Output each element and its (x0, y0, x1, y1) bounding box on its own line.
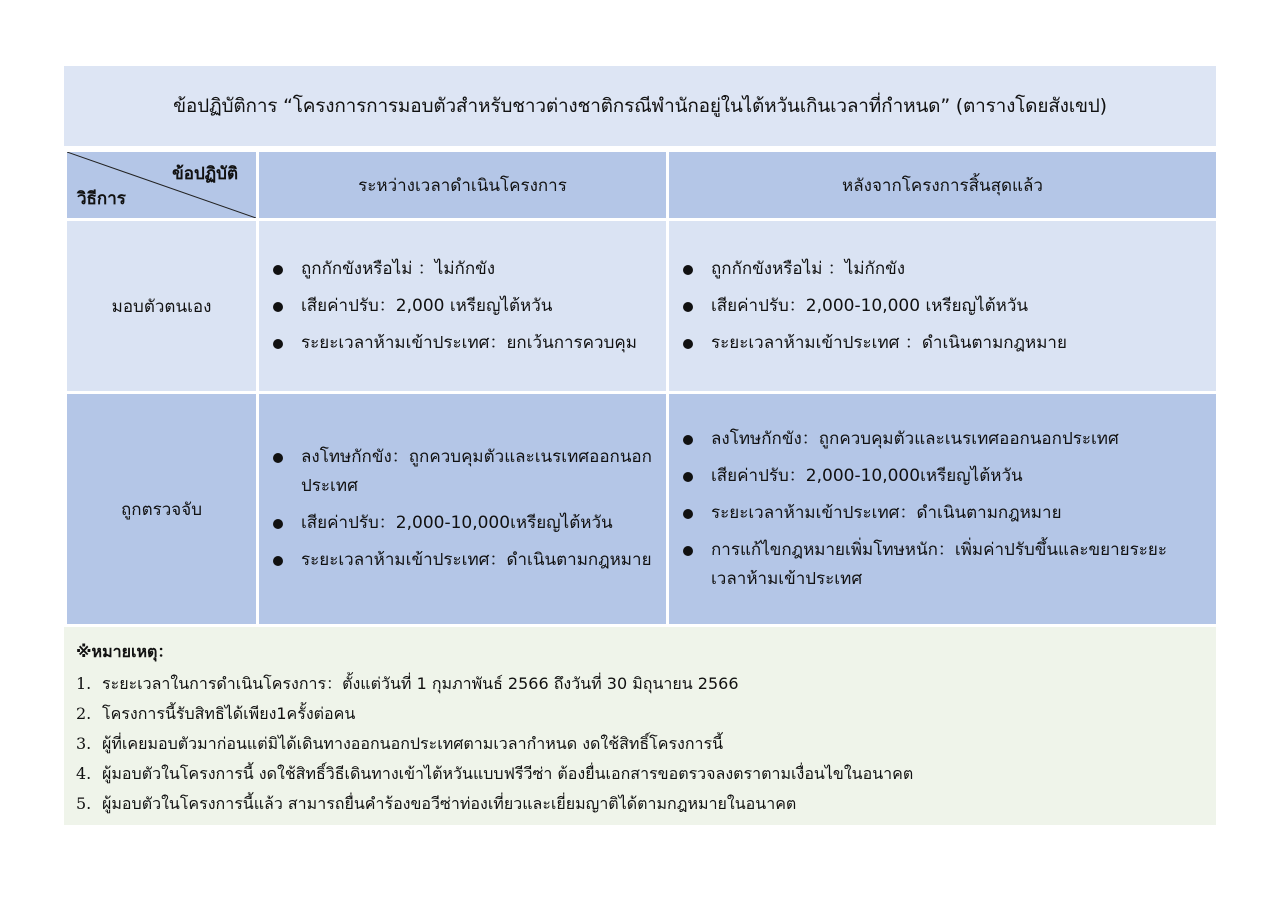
after-cell (668, 220, 1218, 393)
bullet-list (259, 255, 666, 358)
note-text: โครงการนี้รับสิทธิได้เพียง1ครั้งต่อคน (102, 704, 356, 723)
document-title-text: ข้อปฏิบัติการ “โครงการการมอบตัวสำหรับชาวต่างชาติกรณีพำนักอยู่ในไต้หวันเกินเวลาที่กำหนด” (ตารางโดยสังเขป) (173, 95, 1107, 117)
list-item: ระยะเวลาห้ามเข้าประเทศ：ดำเนินตามกฎหมาย (271, 546, 652, 575)
table-row (66, 220, 1218, 393)
summary-table (64, 149, 1219, 627)
note-number: 2. (76, 704, 92, 723)
bullet-list (259, 443, 666, 575)
note-item (76, 699, 1204, 729)
list-item: เสียค่าปรับ：2,000-10,000 เหรียญไต้หวัน (681, 292, 1202, 321)
note-item (76, 759, 1204, 789)
note-text: ผู้ที่เคยมอบตัวมาก่อนแต่มิได้เดินทางออกนอกประเทศตามเวลากำหนด งดใช้สิทธิ์โครงการนี้ (102, 734, 724, 753)
table-corner-cell (66, 151, 258, 220)
list-item: ลงโทษกักขัง：ถูกควบคุมตัวและเนรเทศออกนอกประเทศ (681, 425, 1202, 454)
note-item (76, 789, 1204, 819)
note-number: 5. (76, 794, 92, 813)
note-text: ระยะเวลาในการดำเนินโครงการ：ตั้งแต่วันที่ 1 กุมภาพันธ์ 2566 ถึงวันที่ 30 มิถุนายน 2566 (102, 674, 739, 693)
note-number: 4. (76, 764, 92, 783)
column-header-after: หลังจากโครงการสิ้นสุดแล้ว (668, 151, 1218, 220)
document-title (64, 66, 1216, 146)
table-header-row (66, 151, 1218, 220)
after-cell (668, 393, 1218, 626)
bullet-list (669, 255, 1216, 358)
method-cell: ถูกตรวจจับ (66, 393, 258, 626)
notes-section (64, 627, 1216, 825)
list-item: ระยะเวลาห้ามเข้าประเทศ：ยกเว้นการควบคุม (271, 329, 652, 358)
document (64, 66, 1216, 825)
note-item (76, 669, 1204, 699)
notes-list (76, 669, 1204, 819)
list-item: ถูกกักขังหรือไม่ ：ไม่กักขัง (271, 255, 652, 284)
note-number: 3. (76, 734, 92, 753)
table-row (66, 393, 1218, 626)
list-item: เสียค่าปรับ：2,000-10,000เหรียญไต้หวัน (271, 509, 652, 538)
note-item (76, 729, 1204, 759)
method-cell: มอบตัวตนเอง (66, 220, 258, 393)
list-item: ลงโทษกักขัง：ถูกควบคุมตัวและเนรเทศออกนอกประเทศ (271, 443, 652, 501)
list-item: การแก้ไขกฎหมายเพิ่มโทษหนัก：เพิ่มค่าปรับขึ้นและขยายระยะเวลาห้ามเข้าประเทศ (681, 536, 1202, 594)
list-item: ถูกกักขังหรือไม่ ：ไม่กักขัง (681, 255, 1202, 284)
corner-label-practice: ข้อปฏิบัติ (172, 164, 238, 184)
during-cell (258, 393, 668, 626)
note-text: ผู้มอบตัวในโครงการนี้แล้ว สามารถยื่นคำร้องขอวีซ่าท่องเที่ยวและเยี่ยมญาติได้ตามกฎหมายในอนาคต (102, 794, 797, 813)
column-header-during: ระหว่างเวลาดำเนินโครงการ (258, 151, 668, 220)
corner-label-method: วิธีการ (77, 189, 126, 209)
note-text: ผู้มอบตัวในโครงการนี้ งดใช้สิทธิ์วิธีเดินทางเข้าไต้หวันแบบฟรีวีซ่า ต้องยื่นเอกสารขอตรวจลงตราตามเงื่อนไขในอนาคต (102, 764, 914, 783)
list-item: ระยะเวลาห้ามเข้าประเทศ：ดำเนินตามกฎหมาย (681, 499, 1202, 528)
note-number: 1. (76, 674, 92, 693)
during-cell (258, 220, 668, 393)
list-item: เสียค่าปรับ：2,000-10,000เหรียญไต้หวัน (681, 462, 1202, 491)
notes-title: ※หมายเหตุ： (76, 642, 174, 661)
list-item: ระยะเวลาห้ามเข้าประเทศ ：ดำเนินตามกฎหมาย (681, 329, 1202, 358)
list-item: เสียค่าปรับ：2,000 เหรียญไต้หวัน (271, 292, 652, 321)
bullet-list (669, 425, 1216, 594)
